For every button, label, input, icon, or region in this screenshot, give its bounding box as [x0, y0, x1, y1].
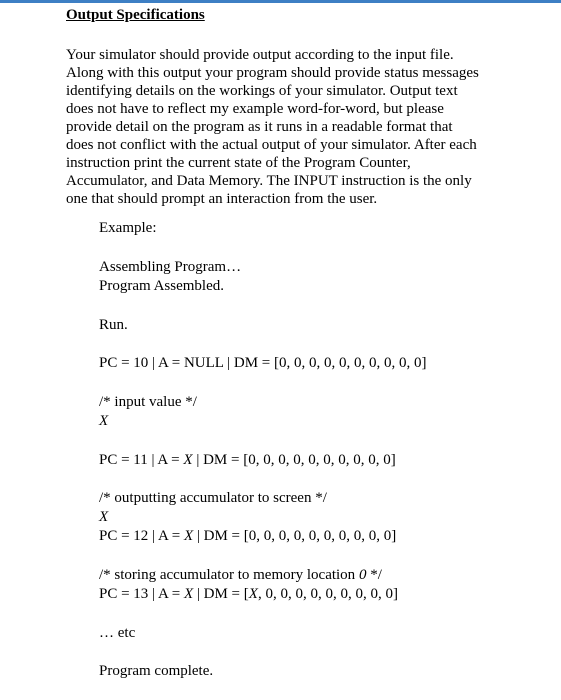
paragraph-line: does not conflict with the actual output of your simulator. After each	[66, 137, 477, 153]
state-text: | DM = [0, 0, 0, 0, 0, 0, 0, 0, 0, 0]	[192, 452, 396, 468]
state-text: | DM = [	[193, 586, 249, 602]
state-line-pc11	[99, 451, 396, 470]
complete-line: Program complete.	[99, 663, 214, 679]
etc-line: … etc	[99, 625, 136, 641]
state-text: PC = 11 | A =	[99, 452, 184, 468]
state-var: X	[183, 528, 194, 544]
state-var: X	[248, 586, 258, 602]
output-x-line: X	[99, 509, 109, 525]
state-text: , 0, 0, 0, 0, 0, 0, 0, 0, 0]	[257, 586, 398, 602]
run-line: Run.	[99, 317, 128, 333]
comment-text: /* storing accumulator to memory location	[99, 567, 359, 583]
state-text: PC = 13 | A =	[99, 586, 184, 602]
paragraph-line: instruction print the current state of the Program Counter,	[66, 155, 411, 171]
paragraph-line: provide detail on the program as it runs in a readable format that	[66, 119, 453, 135]
paragraph-line: Accumulator, and Data Memory. The INPUT instruction is the only	[66, 173, 472, 189]
comment-input-value: /* input value */	[99, 394, 197, 410]
state-text: PC = 12 | A =	[99, 528, 184, 544]
example-label: Example:	[99, 220, 157, 236]
paragraph-line: Your simulator should provide output according to the input file.	[66, 47, 454, 63]
assembled-line: Program Assembled.	[99, 278, 224, 294]
paragraph-line: Along with this output your program should provide status messages	[66, 65, 479, 81]
comment-var: 0	[358, 567, 367, 583]
paragraph-line: does not have to reflect my example word-for-word, but please	[66, 101, 444, 117]
comment-output-accumulator: /* outputting accumulator to screen */	[99, 490, 327, 506]
input-x-line: X	[99, 413, 109, 429]
comment-text: */	[366, 567, 382, 583]
state-line-pc10: PC = 10 | A = NULL | DM = [0, 0, 0, 0, 0, 0, 0, 0, 0, 0]	[99, 355, 427, 371]
document-body	[66, 6, 536, 208]
section-heading: Output Specifications	[66, 7, 205, 23]
state-var: X	[183, 452, 193, 468]
state-var: X	[183, 586, 194, 602]
description-paragraph	[66, 46, 536, 208]
comment-store-accumulator	[99, 566, 382, 585]
state-text: | DM = [0, 0, 0, 0, 0, 0, 0, 0, 0, 0]	[193, 528, 397, 544]
paragraph-line: identifying details on the workings of your simulator. Output text	[66, 83, 458, 99]
top-accent-bar	[0, 0, 561, 3]
paragraph-line: one that should prompt an interaction from the user.	[66, 191, 378, 207]
state-line-pc13	[99, 585, 398, 604]
assembling-line: Assembling Program…	[99, 259, 242, 275]
state-line-pc12	[99, 527, 396, 546]
